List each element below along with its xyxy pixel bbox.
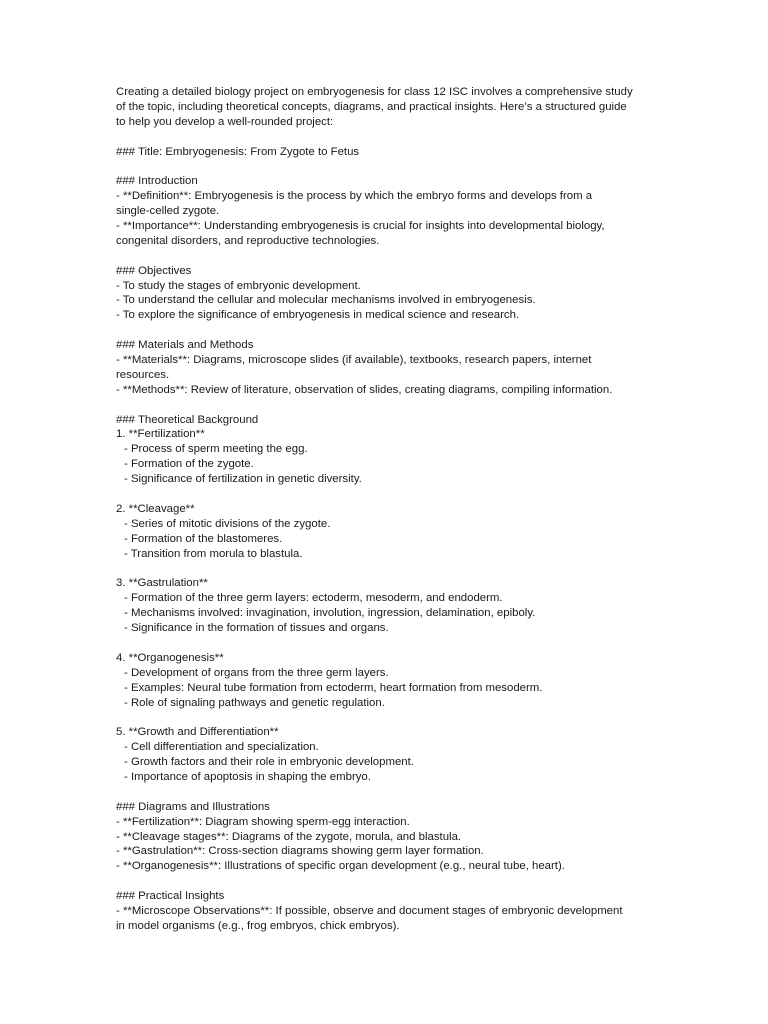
body-line: - **Materials**: Diagrams, microscope slides (if available), textbooks, research papers, internet — [116, 354, 592, 367]
body-line: - **Gastrulation**: Cross-section diagrams showing germ layer formation. — [116, 845, 484, 858]
intro-line: to help you develop a well-rounded project: — [116, 115, 334, 128]
subsection-title: 3. **Gastrulation** — [116, 577, 208, 590]
intro-line: Creating a detailed biology project on embryogenesis for class 12 ISC involves a comprehensive study — [116, 86, 633, 98]
body-line: - **Definition**: Embryogenesis is the process by which the embryo forms and develops from a — [116, 190, 593, 203]
body-line: - **Cleavage stages**: Diagrams of the zygote, morula, and blastula. — [116, 830, 462, 843]
diagrams-section — [116, 800, 656, 874]
list-item: - Process of sperm meeting the egg. — [124, 443, 308, 456]
materials-section — [116, 338, 656, 398]
list-item: - Importance of apoptosis in shaping the embryo. — [124, 770, 371, 783]
title-section — [116, 145, 656, 160]
list-item: - Series of mitotic divisions of the zygote. — [124, 517, 331, 530]
list-item: - Role of signaling pathways and genetic regulation. — [124, 696, 385, 709]
body-line: - **Microscope Observations**: If possible, observe and document stages of embryonic development — [116, 904, 623, 917]
section-heading: ### Materials and Methods — [116, 339, 254, 352]
section-heading: ### Introduction — [116, 175, 198, 188]
theory-section-2 — [116, 502, 656, 562]
body-line: single-celled zygote. — [116, 205, 220, 218]
body-line: resources. — [116, 368, 170, 381]
theory-section-3 — [116, 576, 656, 636]
body-line: - **Methods**: Review of literature, observation of slides, creating diagrams, compiling information. — [116, 383, 613, 396]
document-page — [116, 85, 656, 949]
section-heading: ### Practical Insights — [116, 890, 225, 903]
list-item: - Significance in the formation of tissues and organs. — [124, 622, 389, 635]
subsection-title: 2. **Cleavage** — [116, 502, 195, 515]
subsection-title: 5. **Growth and Differentiation** — [116, 726, 279, 739]
intro-line: of the topic, including theoretical concepts, diagrams, and practical insights. Here’s a structured guide — [116, 100, 627, 113]
body-line: - **Organogenesis**: Illustrations of specific organ development (e.g., neural tube, heart). — [116, 860, 565, 873]
intro-paragraph — [116, 85, 656, 130]
list-item: - Significance of fertilization in genetic diversity. — [124, 473, 362, 486]
body-line: - **Importance**: Understanding embryogenesis is crucial for insights into developmental biology, — [116, 220, 605, 233]
title-heading: ### Title: Embryogenesis: From Zygote to Fetus — [116, 145, 360, 158]
list-item: - Formation of the zygote. — [124, 458, 254, 471]
theory-section-5 — [116, 725, 656, 785]
body-line: - To explore the significance of embryogenesis in medical science and research. — [116, 309, 520, 322]
body-line: congenital disorders, and reproductive technologies. — [116, 234, 380, 247]
theory-section-4 — [116, 651, 656, 711]
list-item: - Cell differentiation and specialization. — [124, 741, 319, 754]
subsection-title: 1. **Fertilization** — [116, 428, 205, 441]
list-item: - Formation of the blastomeres. — [124, 532, 283, 545]
subsection-title: 4. **Organogenesis** — [116, 651, 224, 664]
list-item: - Examples: Neural tube formation from ectoderm, heart formation from mesoderm. — [124, 681, 543, 694]
objectives-section — [116, 264, 656, 324]
section-heading: ### Objectives — [116, 264, 192, 277]
body-line: - To study the stages of embryonic development. — [116, 279, 361, 292]
theory-section-1 — [116, 413, 656, 487]
list-item: - Transition from morula to blastula. — [124, 547, 303, 560]
body-line: - To understand the cellular and molecular mechanisms involved in embryogenesis. — [116, 294, 536, 307]
body-line: - **Fertilization**: Diagram showing sperm-egg interaction. — [116, 815, 410, 828]
list-item: - Formation of the three germ layers: ectoderm, mesoderm, and endoderm. — [124, 592, 503, 605]
list-item: - Mechanisms involved: invagination, involution, ingression, delamination, epiboly. — [124, 607, 536, 620]
introduction-section — [116, 174, 656, 248]
body-line: in model organisms (e.g., frog embryos, chick embryos). — [116, 919, 400, 932]
list-item: - Development of organs from the three germ layers. — [124, 666, 389, 679]
section-heading: ### Diagrams and Illustrations — [116, 800, 270, 813]
section-heading: ### Theoretical Background — [116, 413, 259, 426]
practical-section — [116, 889, 656, 934]
list-item: - Growth factors and their role in embryonic development. — [124, 756, 414, 769]
